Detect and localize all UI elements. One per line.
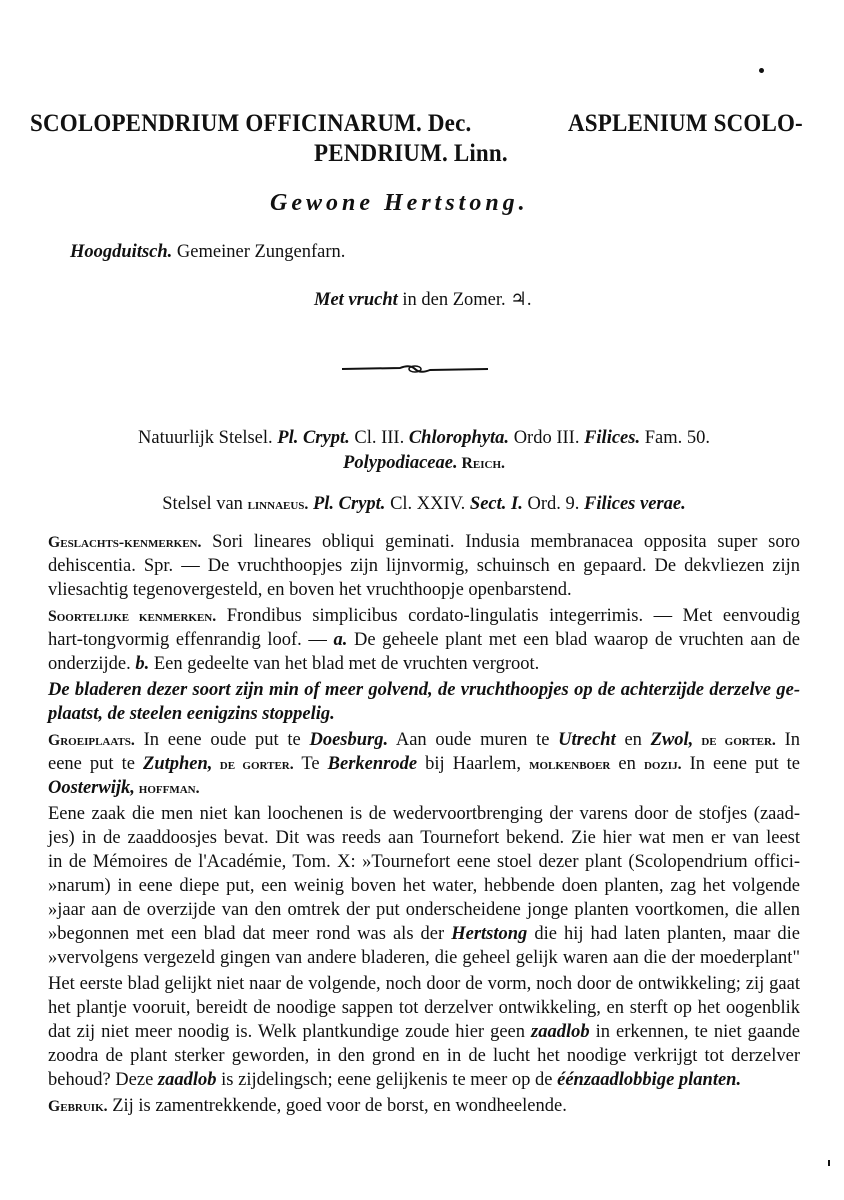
small-caps-text: de gorter.: [693, 732, 776, 749]
text-segment: Zij is zamentrekkende, goed voor de borst, en wondheelende.: [107, 1096, 567, 1116]
text-line: [48, 776, 800, 801]
italic-text: Pl. Crypt.: [277, 428, 350, 448]
italic-text: plaatst, de steelen eenigzins stoppelig.: [48, 704, 335, 724]
italic-text: Filices verae.: [584, 494, 686, 514]
text-segment: In eene put te: [681, 754, 801, 774]
italic-text: Oosterwijk,: [48, 778, 135, 798]
text-segment: in erkennen, te niet gaande: [589, 1022, 800, 1042]
small-caps-text: dozij.: [643, 756, 682, 773]
ornament-divider: [340, 362, 490, 376]
italic-text: Chlorophyta.: [408, 428, 510, 448]
text-line: [48, 702, 800, 726]
italic-text: b.: [135, 654, 150, 674]
text-segment: Te: [293, 754, 328, 774]
german-name-line: [70, 242, 345, 263]
text-segment: Eene zaak die men niet kan loochenen is de wedervoortbrenging der varens door de stofjes (zaad-: [48, 804, 800, 824]
italic-text: Zutphen,: [143, 754, 213, 774]
italic-text: zaadlob: [157, 1070, 217, 1090]
text-segment: In: [775, 730, 801, 750]
text-line: [48, 898, 800, 922]
text-line: [48, 451, 800, 476]
text-line: [48, 426, 800, 450]
text-line: [48, 874, 800, 898]
text-line: [48, 578, 800, 602]
italic-text: Zwol,: [650, 730, 694, 750]
text-line: [48, 826, 800, 850]
italic-text: Doesburg.: [309, 730, 389, 750]
text-line: [48, 850, 800, 874]
text-segment: Stelsel van: [162, 494, 248, 514]
text-segment: »jaar aan de overzijde van den omtrek der put onderscheidene jonge planten voortkomen, die allen: [48, 900, 800, 920]
text-segment: Ord. 9.: [522, 494, 584, 514]
text-segment: en: [615, 730, 651, 750]
italic-text: Filices.: [584, 428, 641, 448]
text-line: [48, 972, 800, 996]
italic-text: De bladeren dezer soort zijn min of meer golvend, de vruchthoopjes op de achterzijde derzelve ge-: [48, 680, 800, 700]
small-caps-text: linnaeus.: [247, 496, 309, 513]
text-segment: zoodra de plant sterker geworden, in den grond en in de lucht het noodige verkrijgt tot derzelver: [48, 1046, 800, 1066]
text-segment: eene put te: [48, 754, 144, 774]
text-segment: bij Haarlem,: [417, 754, 530, 774]
text-line: [48, 752, 800, 777]
italic-text: zaadlob: [531, 1022, 590, 1042]
text-segment: het plantje vooruit, bereidt de noodige sappen tot derzelver ontwikkeling, en sterft op het oogenblik: [48, 998, 800, 1018]
text-segment: Het eerste blad gelijkt niet naar de volgende, noch door de vorm, noch door de ontwikkeling; zij gaat: [48, 974, 800, 994]
italic-text: Hertstong: [451, 924, 528, 944]
title-synonym: ASPLENIUM SCOLO-: [568, 110, 803, 137]
small-caps-text: Geslachts-kenmerken.: [48, 534, 202, 551]
speck-mark: [759, 68, 764, 73]
small-caps-text: Groeiplaats.: [48, 732, 135, 749]
text-segment: in de Mémoires de l'Académie, Tom. X: »Tournefort eene stoel dezer plant (Scolopendrium offici-: [48, 852, 800, 872]
text-segment: dehiscentia. Spr. — De vruchthoopjes zijn lijnvormig, schuinsch en gepaard. De dekvliezen zijn: [48, 556, 800, 576]
text-line: [48, 996, 800, 1020]
small-caps-text: de gorter.: [212, 756, 294, 773]
text-line: [48, 802, 800, 826]
text-segment: vliesachtig tegenovergesteld, en boven het vruchthoopje openbarstend.: [48, 580, 572, 600]
speck-mark-bottom: [828, 1160, 830, 1166]
small-caps-text: hoffman.: [134, 780, 200, 797]
italic-text: Utrecht: [558, 730, 616, 750]
text-segment: die hij had laten planten, maar die: [527, 924, 800, 944]
text-line: [48, 554, 800, 578]
fruiting-line: [314, 289, 532, 311]
text-segment: Aan oude muren te: [388, 730, 559, 750]
text-segment: Natuurlijk Stelsel.: [138, 428, 278, 448]
text-segment: behoud? Deze: [48, 1070, 158, 1090]
small-caps-text: Soortelijke kenmerken.: [48, 608, 217, 625]
text-line: [48, 628, 800, 652]
text-line: [48, 652, 800, 676]
fruiting-label: Met vrucht: [314, 290, 398, 310]
italic-text: éénzaadlobbige planten.: [557, 1070, 742, 1090]
text-line: [48, 922, 800, 946]
text-segment: dat zij niet meer noodig is. Welk plantkundige zoude hier geen: [48, 1022, 532, 1042]
small-caps-text: Reich.: [457, 455, 505, 472]
title-latin-name: SCOLOPENDRIUM OFFICINARUM. Dec.: [30, 110, 472, 137]
german-name: Gemeiner Zungenfarn.: [176, 242, 346, 262]
text-line: [48, 678, 800, 702]
text-segment: Ordo III.: [509, 428, 585, 448]
text-line: [48, 946, 800, 970]
text-line: [48, 728, 800, 753]
text-segment: »begonnen met een blad dat meer rond was als der: [48, 924, 452, 944]
text-segment: en: [610, 754, 644, 774]
text-segment: is zijdelingsch; eene gelijkenis te meer op de: [216, 1070, 558, 1090]
text-segment: De geheele plant met een blad waarop de vruchten aan de: [347, 630, 800, 650]
italic-text: Berkenrode: [327, 754, 418, 774]
italic-text: Pl. Crypt.: [308, 494, 386, 514]
italic-text: a.: [333, 630, 348, 650]
text-segment: In eene oude put te: [134, 730, 310, 750]
text-segment: »narum) in eene diepe put, een weinig boven het water, hebbende doen planten, zag het volgende: [48, 876, 800, 896]
text-line: [48, 1094, 800, 1119]
text-segment: Sori lineares obliqui geminati. Indusia membranacea opposita super soro: [201, 532, 800, 552]
small-caps-text: Gebruik.: [48, 1098, 108, 1115]
text-line: [48, 1068, 800, 1092]
text-line: [48, 492, 800, 517]
italic-text: Polypodiaceae.: [343, 453, 458, 473]
text-segment: Een gedeelte van het blad met de vruchten vergroot.: [149, 654, 540, 674]
common-name-heading: Gewone Hertstong.: [270, 190, 529, 216]
text-segment: Cl. XXIV.: [385, 494, 470, 514]
text-line: [48, 1020, 800, 1044]
text-segment: Cl. III.: [349, 428, 409, 448]
text-line: [48, 530, 800, 555]
text-segment: onderzijde.: [48, 654, 136, 674]
italic-text: Sect. I.: [469, 494, 523, 514]
text-segment: Fam. 50.: [640, 428, 710, 448]
text-segment: Frondibus simplicibus cordato-lingulatis integerrimis. — Met eenvoudig: [216, 606, 800, 626]
german-label: Hoogduitsch.: [70, 242, 173, 262]
title-synonym-continued: PENDRIUM. Linn.: [314, 140, 508, 167]
text-segment: jes) in de zaaddoosjes bevat. Dit was reeds aan Tournefort bekend. Zie hier wat men er van leest: [48, 828, 800, 848]
text-segment: »vervolgens vergezeld gingen van andere bladeren, die geheel gelijk waren aan die der moederplant": [48, 948, 800, 968]
small-caps-text: molkenboer: [529, 756, 611, 773]
text-line: [48, 604, 800, 629]
text-segment: hart-tongvormig effenrandig loof. —: [48, 630, 334, 650]
fruiting-season: in den Zomer. ♃.: [402, 290, 532, 310]
text-line: [48, 1044, 800, 1068]
